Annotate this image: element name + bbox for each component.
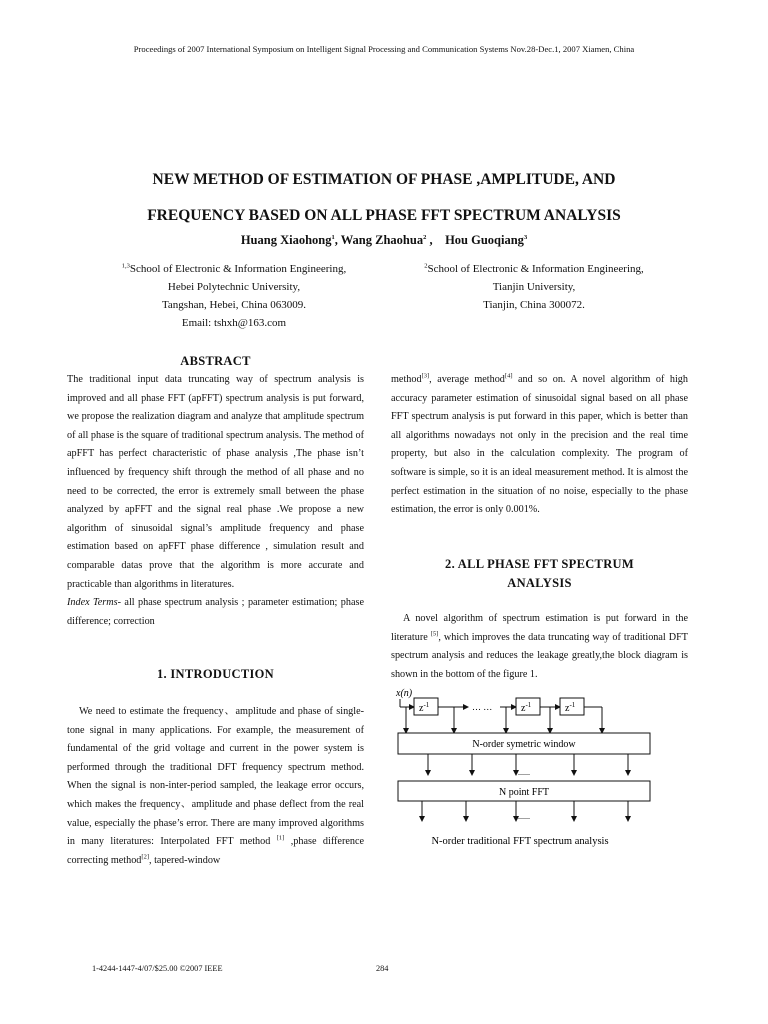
abstract-body [67,371,364,631]
author-list [60,233,708,248]
affil-left-line-2: Hebei Polytechnic University, [167,281,301,293]
index-terms-text: - all phase spectrum analysis ; parameter estimation; phase difference; correction [67,597,364,627]
affil-right-line-3: Tianjin, China 300072. [483,299,585,311]
affil-right-line-2: Tianjin University, [492,281,576,293]
window-label: N-order symetric window [472,739,576,750]
delay-chain-dots: … … [472,702,493,712]
block-diagram-svg [370,685,690,855]
intro-text-1: We need to estimate the frequency、amplitude and phase of single-tone signal in many applications. For example, the measurement of fundamental of the grid voltage and current in the power system is performed through the traditional DFT frequency spectrum method. When the signal is non-inter-period sampled, the leakage error occurs, which makes the frequency、amplitude and phase deflect from the real value, especially the phase’s error. There are many improved algorithms in many literatures: Interpolated FFT method [67,706,364,848]
affil-left-line-3: Tangshan, Hebei, China 063009. [161,299,307,311]
ref-4: [4] [504,372,513,380]
fft-dots: ...... [518,812,530,821]
footer-copyright: 1-4244-1447-4/07/$25.00 ©2007 IEEE [92,964,223,973]
section-2-text-1: A novel algorithm of spectrum estimation is put forward in the literature [391,613,688,643]
paper-title-line-1: NEW METHOD OF ESTIMATION OF PHASE ,AMPLITUDE, AND [152,171,616,188]
section-2-heading-line-1: 2. ALL PHASE FFT SPECTRUM [445,557,634,571]
delay-label-3: $z^{-1}$ [565,701,576,714]
diagram-caption: N-order traditional FFT spectrum analysis [431,836,609,847]
section-2-text-2: , which improves the data truncating way of traditional DFT spectrum analysis and reduces the leakage greatly,the block diagram is shown in the bottom of the figure 1. [391,631,688,680]
input-label: x(n) [396,688,413,699]
page-number: 284 [376,964,389,973]
index-terms [67,594,364,631]
section-2-body [391,610,688,684]
intro-body [67,703,364,870]
right-text-2: , average method [429,374,505,385]
affil-left-email: Email: tshxh@163.com [181,317,287,329]
right-text-3: and so on. A novel algorithm of high accuracy parameter estimation of sinusoidal signal based on all phase FFT spectrum analysis is put forward in this paper, which is better than all algorithms nowadays not only in the precision and the real time property, but also in the calculation complexity. The program of software is simple, so it is an ideal measurement method. It is almost the perfect estimation in the situation of no noise, especially to the phase estimation, the error is only 0.001%. [391,374,688,516]
index-terms-label: Index Terms [67,597,118,609]
section-2-heading-line-2: ANALYSIS [507,576,572,590]
right-text-1: method [391,374,422,385]
author-3-sup: 3 [523,233,528,241]
delay-label-1: $z^{-1}$ [419,701,430,714]
affil-right-sup: 2 [424,262,428,270]
intro-heading: 1. INTRODUCTION [156,667,274,681]
author-2: , Wang Zhaohua [334,233,424,247]
proceedings-header: Proceedings of 2007 International Symposium on Intelligent Signal Processing and Communication Systems Nov.28-Dec.1, 2007 Xiamen, China [133,44,635,54]
author-1-sup: 1 [331,233,335,241]
ref-3: [3] [421,372,430,380]
author-2-sup: 2 [423,233,427,241]
affiliation-left [84,260,384,332]
ref-1: [1] [276,834,285,842]
author-1: Huang Xiaohong [240,233,332,247]
ref-2: [2] [141,853,149,861]
affil-right-line-1: School of Electronic & Information Engineering, [427,263,644,275]
fft-label: N point FFT [498,787,550,798]
right-col-body [391,371,688,520]
ref-5: [5] [430,630,439,638]
affiliation-right [394,260,674,314]
paper-title-line-2: FREQUENCY BASED ON ALL PHASE FFT SPECTRUM ANALYSIS [147,207,621,224]
block-diagram [370,685,690,855]
delay-label-2: $z^{-1}$ [521,701,532,714]
affil-left-line-1: School of Electronic & Information Engineering, [129,263,347,275]
abstract-heading: ABSTRACT [180,354,251,368]
abstract-text: The traditional input data truncating way of spectrum analysis is improved and all phase FFT (apFFT) spectrum analysis is put forward, we propose the realization diagram and analyze that amplitude spectrum of all phase is the square of traditional spectrum analysis. The method of apFFT has perfect characteristic of phase analysis ,The phase isn’t influenced by frequency shift through the method of all phase and no need to be corrected, the error is extremely small between the phase analyzed by apFFT and the signal real phase .We propose a new algorithm of sinusoidal signal’s amplitude frequency and phase estimation based on apFFT phase difference , simulation result and comparable datas prove that the algorithm is more accurate and practicable than algorithms in literatures. [67,374,364,590]
section-2-heading [391,555,688,593]
affil-left-sup: 1,3 [121,262,130,270]
intro-text-3: , tapered-window [149,854,221,866]
intro-text-2: ,phase difference correcting method [67,836,365,866]
author-3: , Hou Guoqiang [426,233,524,247]
window-dots: ...... [518,768,530,777]
